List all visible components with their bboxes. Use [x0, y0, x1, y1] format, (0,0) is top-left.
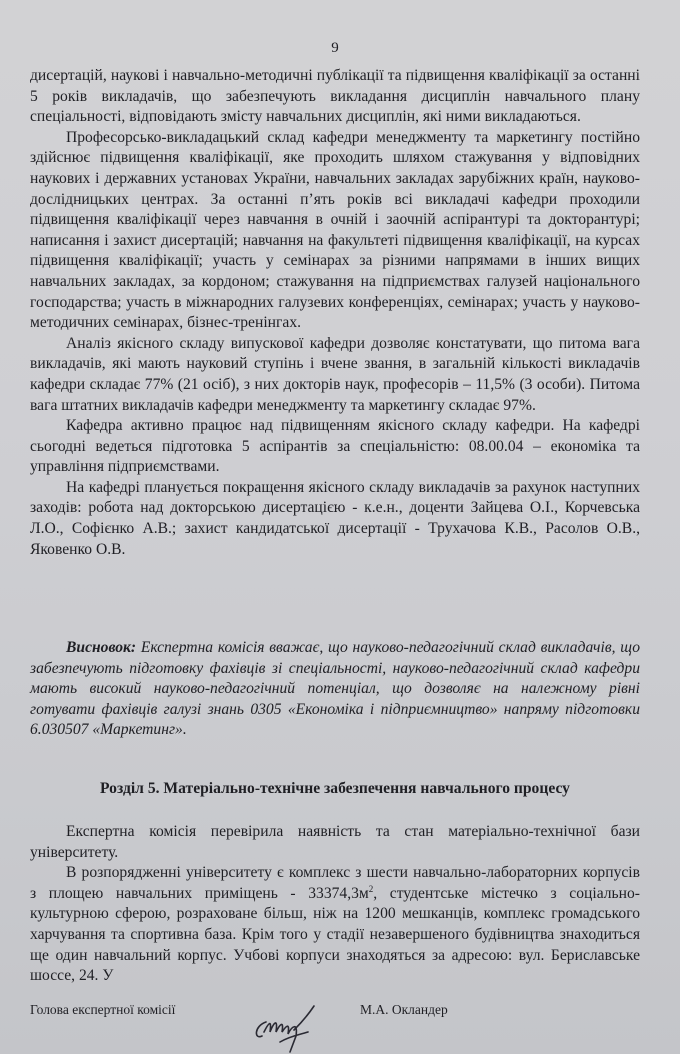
section-heading: Розділ 5. Матеріально-технічне забезпечення навчального процесу — [100, 780, 570, 797]
paragraph: дисертацій, наукові і навчально-методичні публікації та підвищення кваліфікації за останні 5 років викладачів, що забезпечують викладання дисциплін навчального плану спеціальності, відповідають змісту навчальних дисциплін, які ними викладаються. — [30, 67, 640, 126]
paragraph: Професорсько-викладацький склад кафедри менеджменту та маркетингу постійно здійснює підвищення кваліфікації, яке проходить шляхом стажування у відповідних наукових і державних установах України, навчальних закладах зарубіжних країн, науково-дослідницьких центрах. За останні п’ять років всі викладачі кафедри проходили підвищення кваліфікації через навчання в очній і заочній аспірантурі та докторантурі; написання і захист дисертацій; навчання на факультеті підвищення кваліфікації, на курсах підвищення кваліфікації; участь у семінарах за різними напрямами в інших вищих навчальних закладах, за кордоном; стажування на підприємствах галузей національного господарства; участь в міжнародних галузевих конференціях, семінарах; участь у науково-методичних семінарах, бізнес-тренінгах. — [30, 128, 640, 332]
signatory-role: Голова експертної комісії — [30, 1002, 176, 1017]
body-text-top — [30, 66, 640, 560]
conclusion — [30, 638, 640, 741]
paragraph: В розпорядженні університету є комплекс з шести навчально-лабораторних корпусів з площею навчальних приміщень - $33374,3м^2$, студентське містечко з соціально-культурною сферою, розраховане більш, ніж на 1200 мешканців, комплекс громадського харчування та спортивна база. Крім того у стадії незавершеного будівництва знаходиться ще один навчальний корпус. Учбові корпуси знаходяться за адресою: вул. Бериславське шоссе, 24. У — [30, 864, 640, 985]
conclusion-text: Експертна комісія вважає, що науково-педагогічний склад викладачів, що забезпечують підготовку фахівців зі спеціальності, науково-педагогічний склад кафедри мають високий науково-педагогічний потенціал, що дозволяє на належному рівні готувати фахівців галузі знань 0305 «Економіка і підприємництво» напряму підготовки 6.030507 «Маркетинг». — [30, 639, 640, 739]
conclusion-label: Висновок: — [66, 639, 137, 656]
section-body — [30, 822, 640, 987]
signatory-name: М.А. Окландер — [360, 1002, 448, 1017]
page-number: 9 — [331, 40, 339, 56]
paragraph: Аналіз якісного складу випускової кафедри дозволяє констатувати, що питома вага викладачів, які мають науковий ступінь і вчене звання, в загальній кількості викладачів кафедри складає 77% (21 осіб), з них докторів наук, професорів – 11,5% (3 особи). Питома вага штатних викладачів кафедри менеджменту та маркетингу складає 97%. — [30, 334, 640, 414]
document-page — [30, 0, 640, 1054]
paragraph: Кафедра активно працює над підвищенням якісного складу кафедри. На кафедрі сьогодні ведеться підготовка 5 аспірантів за спеціальністю: 08.00.04 – економіка та управління підприємствами. — [30, 417, 640, 476]
paragraph: Експертна комісія перевірила наявність та стан матеріально-технічної бази університету. — [30, 823, 640, 861]
paragraph: На кафедрі планується покращення якісного складу викладачів за рахунок наступних заходів: робота над докторською дисертацією - к.е.н., доценти Зайцева О.І., Корчевська Л.О., Софієнко А.В.; захист кандидатської дисертації - Трухачова К.В., Расолов О.В., Яковенко О.В. — [30, 478, 640, 558]
signature-image — [250, 996, 340, 1054]
